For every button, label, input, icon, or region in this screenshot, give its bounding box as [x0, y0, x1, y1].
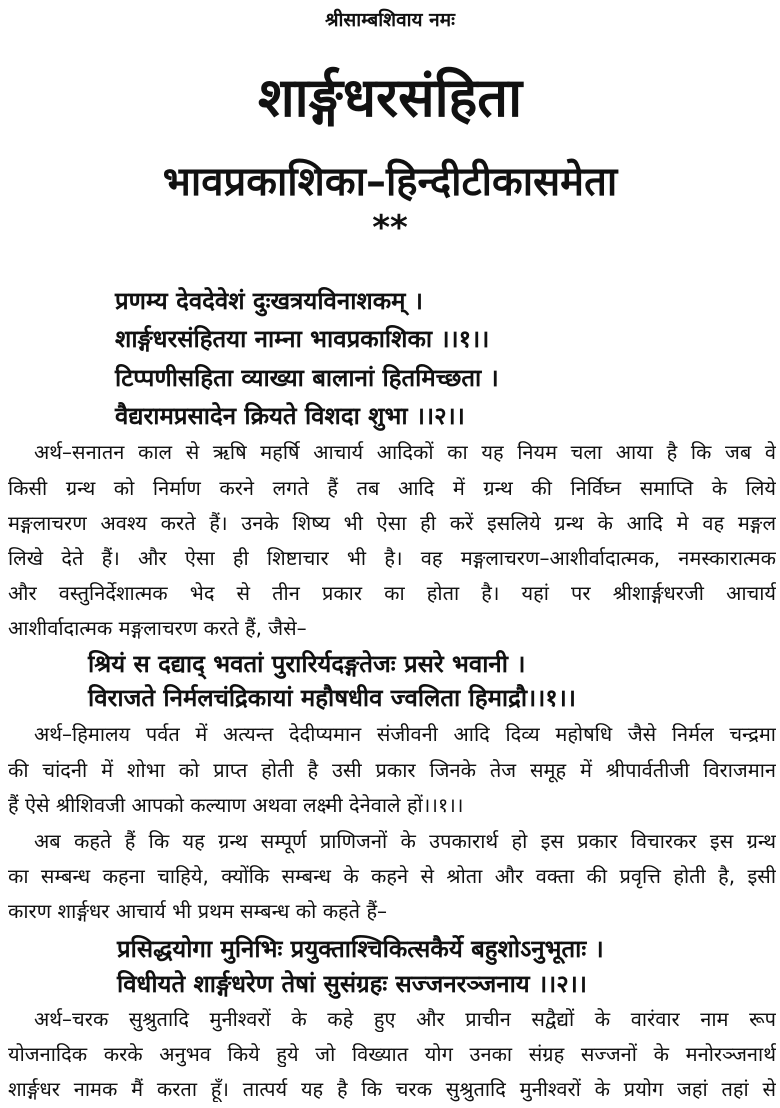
- verse-line: प्रणम्य देवदेवेशं दुःखत्रयविनाशकम् ।: [115, 287, 423, 315]
- verse-line: टिप्पणीसहिता व्याख्या बालानां हितमिच्छता ।: [115, 364, 499, 392]
- verse-line: विराजते निर्मलचंद्रिकायां महौषधीव ज्वलिता हिमाद्रौ।।१।।: [88, 684, 576, 712]
- verse-line: विधीयते शार्ङ्गधरेण तेषां सुसंग्रहः सज्जनरञ्जनाय ।।२।।: [117, 970, 587, 998]
- verse-line: वैद्यरामप्रसादेन क्रियते विशदा शुभा ।।२।।: [115, 402, 465, 430]
- prose-line: की चांदनी में शोभा को प्राप्त होती है उसी प्रकार जिनके तेज समूह में श्रीपार्वतीजी विराजमान: [8, 758, 776, 782]
- prose-line: अर्थ–चरक सुश्रुतादि मुनीश्वरों के कहे हुए और प्राचीन सद्वैद्यों के वारंवार नाम रूप: [34, 1007, 776, 1031]
- prose-line: कारण शार्ङ्गधर आचार्य भी प्रथम सम्बन्ध को कहते हैं–: [8, 899, 388, 923]
- prose-line: लिखे देते हैं। और ऐसा ही शिष्टाचार भी है। वह मङ्गलाचरण–आशीर्वादात्मक, नमस्कारात्मक: [8, 546, 776, 570]
- prose-line: आशीर्वादात्मक मङ्गलाचरण करते हैं, जैसे–: [8, 616, 307, 640]
- page-title: शार्ङ्गधरसंहिता: [257, 66, 523, 129]
- invocation-heading: श्रीसाम्बशिवाय नमः: [325, 9, 455, 31]
- prose-line: अब कहते हैं कि यह ग्रन्थ सम्पूर्ण प्राणिजनों के उपकारार्थ हो इस प्रकार विचारकर इस ग्रन्थ: [34, 829, 776, 853]
- prose-line: अर्थ–सनातन काल से ऋषि महर्षि आचार्य आदिकों का यह नियम चला आया है कि जब वे: [34, 440, 776, 464]
- prose-line: मङ्गलाचरण अवश्य करते हैं। उनके शिष्य भी ऐसा ही करें इसलिये ग्रन्थ के आदि मे वह मङ्गल: [8, 511, 776, 535]
- page-subtitle: भावप्रकाशिका–हिन्दीटीकासमेता: [162, 159, 618, 205]
- verse-line: प्रसिद्धयोगा मुनिभिः प्रयुक्ताश्चिकित्सकैर्ये बहुशोऽनुभूताः ।: [117, 935, 604, 963]
- verse-line: शार्ङ्गधरसंहितया नाम्ना भावप्रकाशिका ।।१।।: [115, 325, 490, 353]
- ornament-stars: **: [372, 208, 408, 248]
- prose-line: का सम्बन्ध कहना चाहिये, क्योंकि सम्बन्ध के कहने से श्रोता और वक्ता की प्रवृत्ति होती है, इसी: [8, 864, 776, 888]
- prose-line: और वस्तुनिर्देशात्मक भेद से तीन प्रकार का होता है। यहां पर श्रीशार्ङ्गधरजी आचार्य: [8, 581, 776, 605]
- prose-line: अर्थ–हिमालय पर्वत में अत्यन्त देदीप्यमान संजीवनी आदि दिव्य महोषधि जैसे निर्मल चन्द्रमा: [34, 722, 776, 746]
- prose-line: किसी ग्रन्थ को निर्माण करने लगते हैं तब आदि में ग्रन्थ की निर्विघ्न समाप्ति के लिये: [8, 476, 776, 500]
- prose-line: योजनादिक करके अनुभव किये हुये जो विख्यात योग उनका संग्रह सज्जनों के मनोरञ्जनार्थ: [8, 1042, 776, 1066]
- verse-line: श्रियं स दद्याद् भवतां पुरारिर्यदङ्गतेजः प्रसरे भवानी ।: [88, 650, 526, 678]
- prose-line: शार्ङ्गधर नामक मैं करता हूँ। तात्पर्य यह है कि चरक सुश्रुतादि मुनीश्वरों के प्रयोग जहां तहां से: [8, 1077, 776, 1101]
- prose-line: हैं ऐसे श्रीशिवजी आपको कल्याण अथवा लक्ष्मी देनेवाले हों।।१।।: [8, 793, 464, 817]
